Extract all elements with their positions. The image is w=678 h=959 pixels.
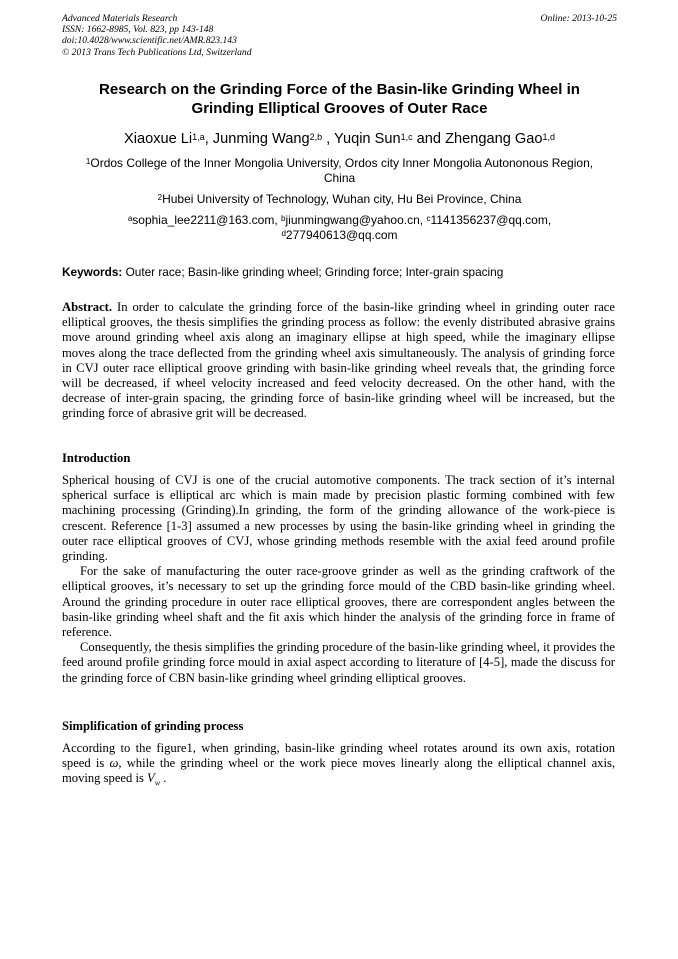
abstract-text: In order to calculate the grinding force of the basin-like grinding wheel in grinding outer race elliptical grooves, the thesis simplifies the grinding process as follow: the evenly distributed abrasive grains move around grinding wheel axis along an imaginary ellipse at high speed, while the imaginary ellipse moves along the trace deflected from the grinding wheel axis simultaneously. The analysis of grinding force in CVJ outer race elliptical groove grinding with basin-like grinding wheel reveals that, the grinding force will be decreased, if wheel velocity increased and feed velocity decreased. On the other hand, with the decrease of inter-grain spacing, the grinding force of basin-like grinding wheel will be increased, but the grinding force of abrasive grit will be decreased. (62, 300, 615, 421)
doi-line: doi:10.4028/www.scientific.net/AMR.823.143 (62, 35, 237, 47)
paper-title (62, 80, 617, 118)
introduction-body (62, 473, 615, 686)
author-and: and (416, 131, 442, 147)
section-heading-introduction: Introduction (62, 451, 131, 465)
paragraph: For the sake of manufacturing the outer race-groove grinder as well as the grinding craftwork of the elliptical grooves, it’s necessary to set up the grinding force mould of the CBD basin-like grinding wheel. Around the grinding procedure in outer race elliptical grooves, there are correspondent angles between the basin-like grinding wheel shaft and the fit axis which hinder the analysis of the grinding force in frame of reference. (62, 564, 615, 640)
affiliation-1 (62, 156, 617, 186)
email-sup: a (127, 214, 133, 223)
author-name: Junming Wang (212, 131, 310, 147)
abstract (62, 300, 615, 422)
author-sup: 2,b (309, 132, 323, 142)
paragraph-text: According to the figure1, when grinding, basin-like grinding wheel rotates around its own axis, rotation speed is (62, 741, 615, 771)
paragraph: Consequently, the thesis simplifies the grinding procedure of the basin-like grinding wheel, it provides the feed around profile grinding force mould in axial aspect according to literature of [4-5], made the discuss for the grinding force of CBN basin-like grinding wheel grinding elliptical grooves. (62, 640, 616, 685)
keywords (62, 265, 617, 280)
paragraph-text: . (163, 771, 167, 786)
email-sup: d (281, 229, 286, 238)
issn-line: ISSN: 1662-8985, Vol. 823, pp 143-148 (62, 24, 214, 36)
email-list (62, 213, 617, 243)
online-date: Online: 2013-10-25 (540, 13, 617, 24)
journal-header (62, 13, 617, 58)
aff-text: China (323, 171, 356, 185)
paragraph: Spherical housing of CVJ is one of the crucial automotive components. The track section of it’s internal spherical surface is elliptical arc which is main made by precision plastic forming combined with few machining processing (Grinding).In grinding, the form of the grinding allowance of the work-piece is crescent. Reference [1-3] assumed a new processes by using the basin-like grinding wheel in grinding the outer race elliptical grooves of CVJ, whose grinding methods resemble with the axial feed around profile grinding. (62, 473, 615, 564)
email-text: 277940613@qq.com (285, 228, 398, 242)
author-name: Yuqin Sun (334, 131, 401, 147)
journal-name: Advanced Materials Research (62, 13, 178, 24)
email-text: jiunmingwang@yahoo.cn, (285, 213, 424, 227)
aff-sup: 2 (157, 193, 163, 202)
copyright-line: © 2013 Trans Tech Publications Ltd, Switzerland (62, 46, 252, 58)
section-heading-simplification: Simplification of grinding process (62, 719, 244, 733)
author-name: Zhengang Gao (445, 131, 543, 147)
title-line-1: Research on the Grinding Force of the Basin-like Grinding Wheel in (99, 81, 580, 98)
author-sup: 1,d (542, 132, 555, 142)
aff-text: Hubei University of Technology, Wuhan city, Hu Bei Province, China (162, 192, 522, 206)
author-list: Xiaoxue Li$^{1,a}$, Junming Wang$^{2,b}$ , Yuqin Sun$^{1,c}$ and Zhengang Gao$^{1,d}$ (124, 131, 555, 147)
title-line-2: Grinding Elliptical Grooves of Outer Race (191, 100, 488, 117)
aff-sup: 1 (85, 157, 91, 166)
keywords-label: Keywords: (62, 265, 123, 279)
email-text: sophia_lee2211@163.com, (132, 213, 278, 227)
email-sup: b (281, 214, 286, 223)
affiliation-2 (62, 192, 617, 207)
author-name: Xiaoxue Li (124, 131, 193, 147)
author-sup: 1,a (192, 132, 205, 142)
aff-text: Ordos College of the Inner Mongolia University, Ordos city Inner Mongolia Autononous Region, (90, 156, 594, 170)
author-sup: 1,c (400, 132, 413, 142)
email-text: 1141356237@qq.com, (430, 213, 552, 227)
omega-symbol: ω (109, 756, 119, 771)
keywords-text: Outer race; Basin-like grinding wheel; Grinding force; Inter-grain spacing (125, 265, 504, 279)
email-sup: c (426, 214, 431, 223)
abstract-label: Abstract. (62, 300, 113, 314)
simplification-body (62, 741, 615, 791)
paragraph-text: , while the grinding wheel or the work piece moves linearly along the elliptical channel axis, moving speed is (62, 756, 615, 786)
velocity-symbol: $V_w$ (147, 771, 161, 788)
